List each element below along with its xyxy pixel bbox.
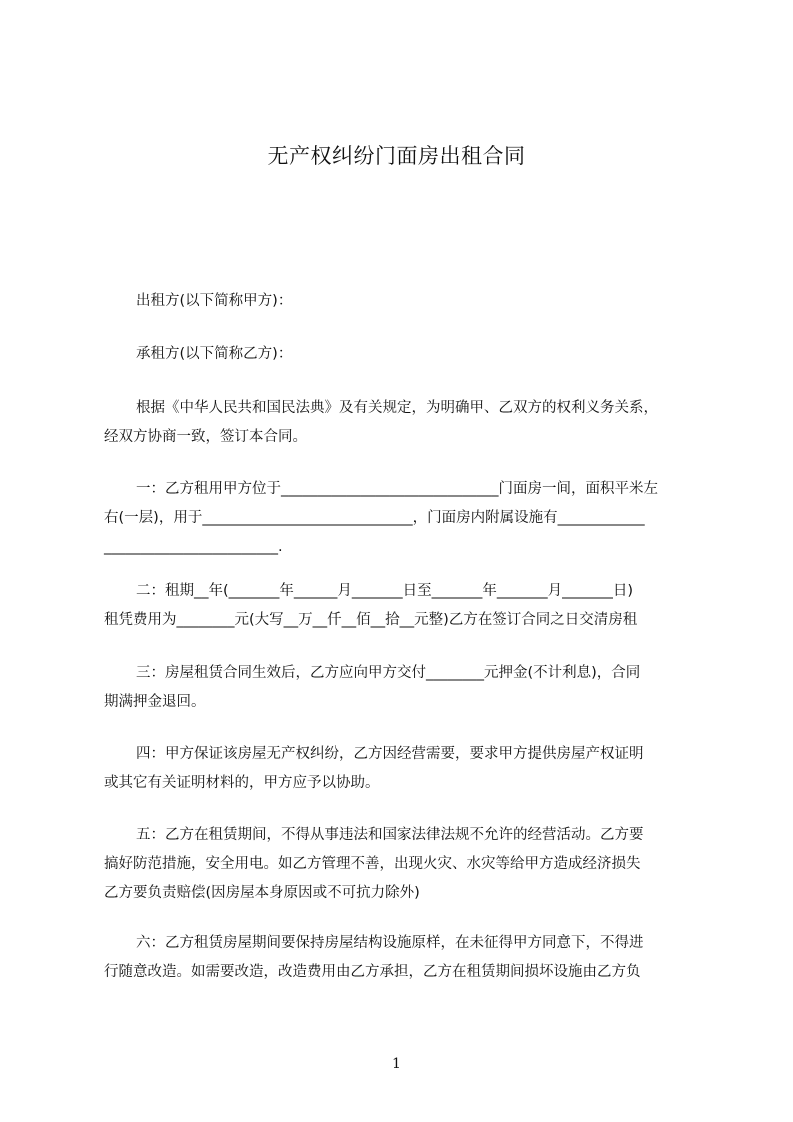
clause-1-paragraph	[104, 475, 704, 562]
clause-4-paragraph	[104, 740, 704, 798]
paragraph-line: 五：乙方在租赁期间，不得从事违法和国家法律法规不允许的经营活动。乙方要	[136, 827, 644, 843]
paragraph-line: ________________________.	[104, 539, 283, 555]
paragraph-line: 一：乙方租用甲方位于______________________________门面房一间，面积平米左	[136, 481, 658, 497]
paragraph-line: 四：甲方保证该房屋无产权纠纷，乙方因经营需要，要求甲方提供房屋产权证明	[136, 746, 644, 762]
paragraph-line: 行随意改造。如需要改造，改造费用由乙方承担，乙方在租赁期间损坏设施由乙方负	[104, 964, 641, 980]
paragraph-line: 搞好防范措施，安全用电。如乙方管理不善，出现火灾、水灾等给甲方造成经济损失	[104, 856, 641, 872]
paragraph-line: 或其它有关证明材料的，甲方应予以协助。	[104, 775, 380, 791]
paragraph-line: 经双方协商一致，签订本合同。	[104, 429, 307, 445]
paragraph-line: 根据《中华人民共和国民法典》及有关规定，为明确甲、乙双方的权利义务关系，	[136, 400, 658, 416]
clause-3-paragraph	[104, 659, 704, 717]
document-title: 无产权纠纷门面房出租合同	[267, 144, 526, 168]
paragraph-line: 二：租期__年(_______年______月_______日至_______年_______月_______日)	[136, 583, 634, 599]
paragraph-line: 三：房屋租赁合同生效后，乙方应向甲方交付________元押金(不计利息)，合同	[136, 665, 641, 681]
paragraph-line: 承租方(以下简称乙方)：	[136, 346, 293, 362]
paragraph-line: 租凭费用为________元(大写__万__仟__佰__拾__元整)乙方在签订合同之日交清房租	[104, 612, 638, 628]
paragraph-line: 出租方(以下简称甲方)：	[136, 293, 293, 309]
clause-6-paragraph	[104, 929, 704, 987]
paragraph-line: 六：乙方租赁房屋期间要保持房屋结构设施原样，在未征得甲方同意下，不得进	[136, 935, 644, 951]
clause-2-paragraph	[104, 577, 704, 635]
preamble-paragraph	[104, 394, 704, 452]
lessor-line	[104, 287, 704, 316]
clause-5-paragraph	[104, 821, 704, 908]
paragraph-line: 乙方要负责赔偿(因房屋本身原因或不可抗力除外)	[104, 885, 420, 901]
paragraph-line: 右(一层)，用于_____________________________，门面房内附属设施有____________	[104, 510, 645, 526]
lessee-line	[104, 340, 704, 369]
page-number: 1	[392, 1056, 401, 1072]
paragraph-line: 期满押金退回。	[104, 694, 206, 710]
